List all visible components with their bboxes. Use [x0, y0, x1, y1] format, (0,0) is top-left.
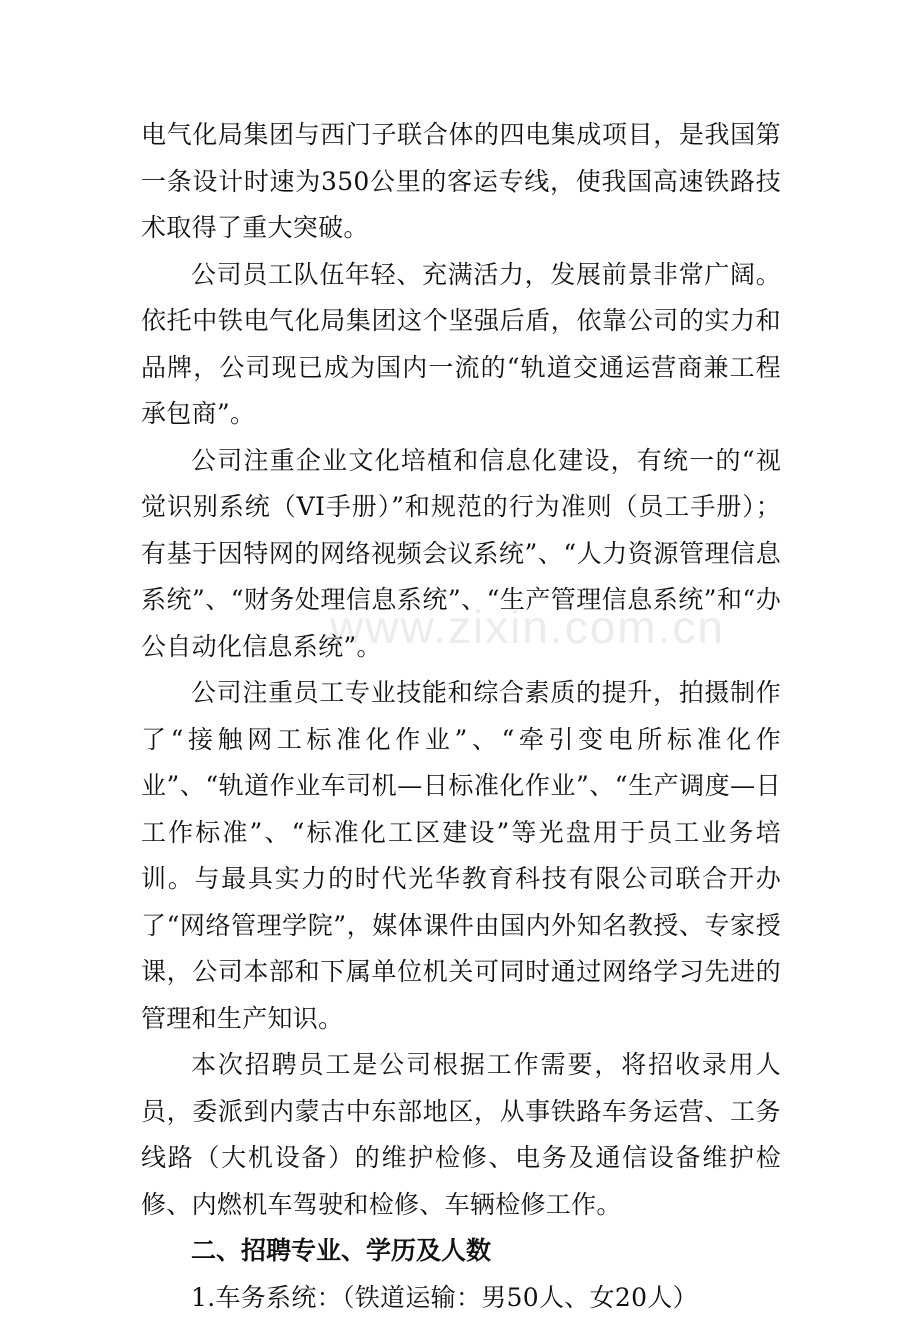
- paragraph-training: 公司注重员工专业技能和综合素质的提升，拍摄制作了“接触网工标准化作业”、“牵引变电所标准化作业”、“轨道作业车司机—日标准化作业”、“生产调度—日工作标准”、“标准化工区建设”等光盘用于员工业务培训。与最具实力的时代光华教育科技有限公司联合开办了“网络管理学院”，媒体课件由国内外知名教授、专家授课，公司本部和下属单位机关可同时通过网络学习先进的管理和生产知识。: [141, 670, 781, 1042]
- paragraph-culture-it: 公司注重企业文化培植和信息化建设，有统一的“视觉识别系统（VI手册）”和规范的行为准则（员工手册）；有基于因特网的网络视频会议系统”、“人力资源管理信息系统”、“财务处理信息系统”、“生产管理信息系统”和“办公自动化信息系统”。: [141, 438, 781, 671]
- paragraph-recruitment: 本次招聘员工是公司根据工作需要，将招收录用人员，委派到内蒙古中东部地区，从事铁路车务运营、工务线路（大机设备）的维护检修、电务及通信设备维护检修、内燃机车驾驶和检修、车辆检修工作。: [141, 1042, 781, 1228]
- section-heading: 二、招聘专业、学历及人数: [141, 1228, 781, 1275]
- list-item-traffic-system: 1.车务系统：（铁道运输：男50人、女20人）: [141, 1275, 781, 1321]
- document-body: [141, 112, 781, 1321]
- paragraph-company-staff: 公司员工队伍年轻、充满活力，发展前景非常广阔。依托中铁电气化局集团这个坚强后盾，依靠公司的实力和品牌，公司现已成为国内一流的“轨道交通运营商兼工程承包商”。: [141, 252, 781, 438]
- watermark: www.zixin.com.cn: [330, 600, 725, 654]
- paragraph-project-intro: 电气化局集团与西门子联合体的四电集成项目，是我国第一条设计时速为350公里的客运专线，使我国高速铁路技术取得了重大突破。: [141, 112, 781, 252]
